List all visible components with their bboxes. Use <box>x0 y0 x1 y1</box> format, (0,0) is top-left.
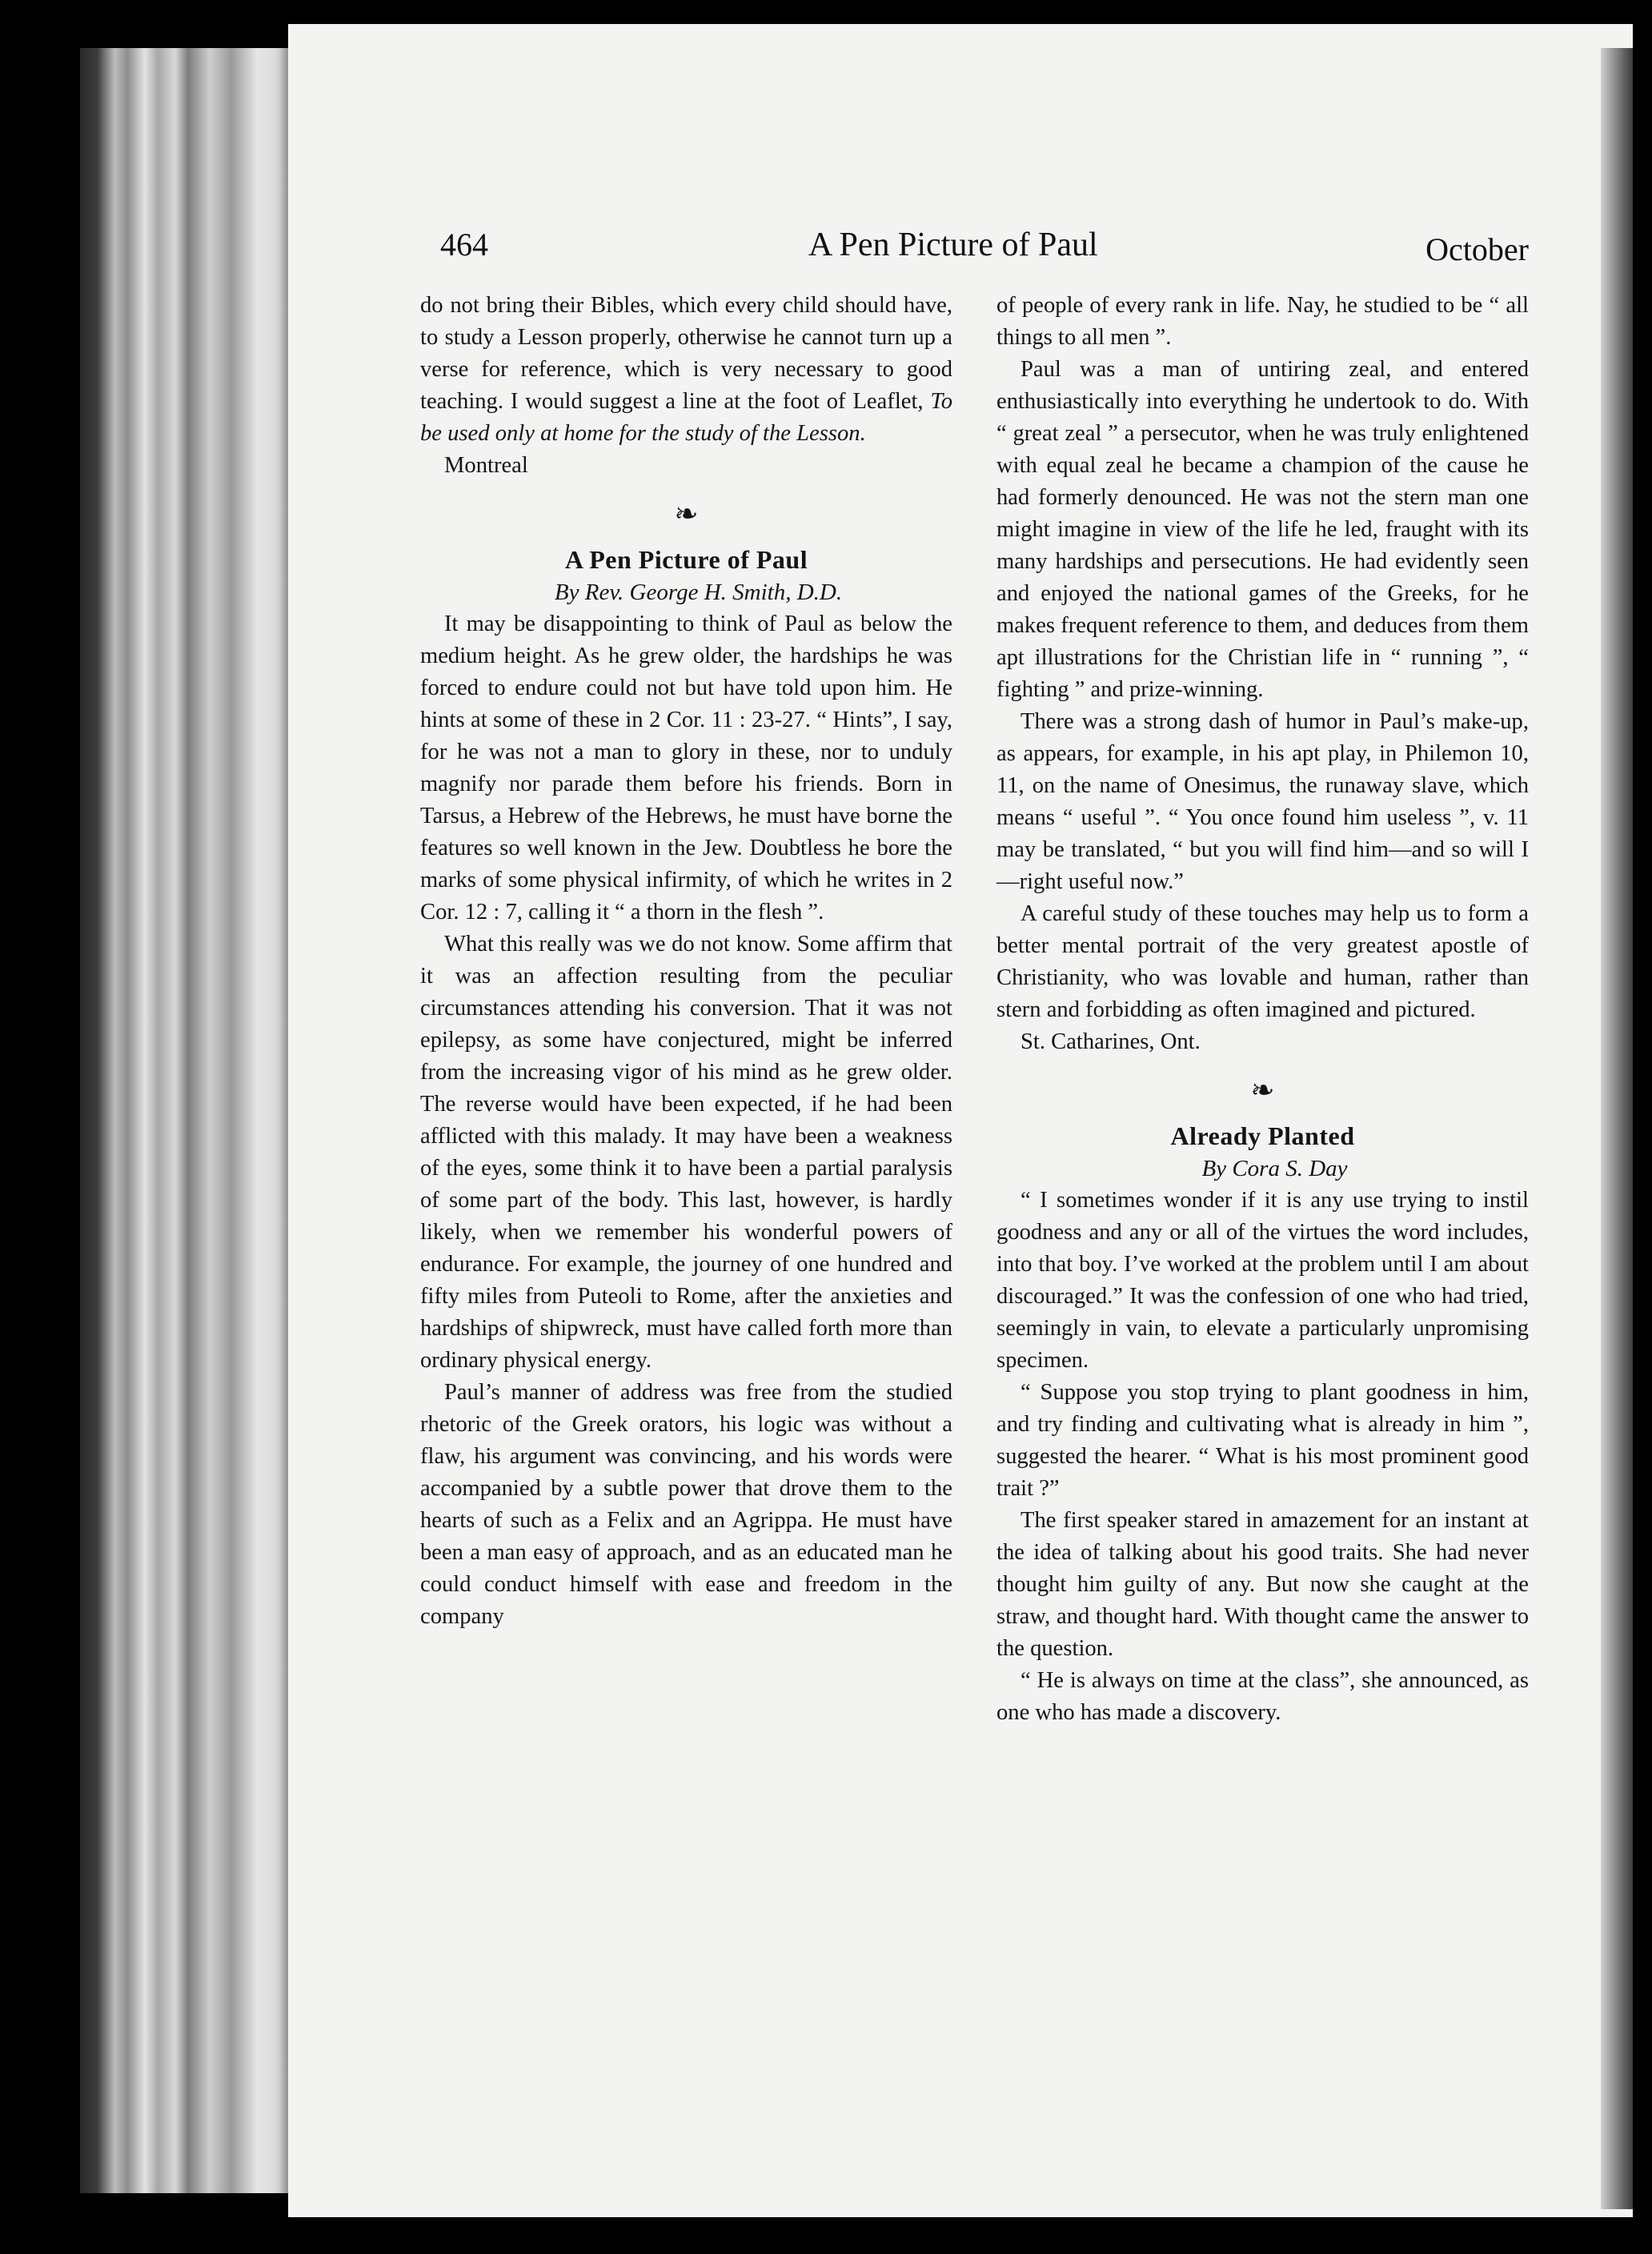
body-paragraph: “ I sometimes wonder if it is any use trying to instil goodness and any or all of the virtues the word includes, into that boy. I’ve worked at the problem until I am about discouraged.” It was the confession of one who had tried, seemingly in vain, to elevate a particularly unpromising specimen. <box>996 1188 1529 1373</box>
body-paragraph: There was a strong dash of humor in Paul’s make-up, as appears, for example, in his apt play, in Philemon 10, 11, on the name of Onesimus, the runaway slave, which means “ useful ”. “ You once found him useless ”, v. 11 may be translated, “ but you will find him—and so will I—right useful now.” <box>996 709 1529 894</box>
body-paragraph: It may be disappointing to think of Paul as below the medium height. As he grew older, the hardships he was forced to endure could not but have told upon him. He hints at some of these in 2 Cor. 11 : 23-27. “ Hints”, I say, for he was not a man to glory in these, nor to unduly magnify nor parade them before his friends. Born in Tarsus, a Hebrew of the Hebrews, he must have borne the features so well known in the Jew. Doubtless he bore the marks of some physical infirmity, of which he writes in 2 Cor. 12 : 7, calling it “ a thorn in the flesh ”. <box>420 612 952 924</box>
body-paragraph: Paul was a man of untiring zeal, and entered enthusiastically into everything he undertook to do. With “ great zeal ” a persecutor, when he was truly enlightened with equal zeal he became a champion of the cause he had formerly denounced. He was not the stern man one might imagine in view of the life he led, fraught with its many hardships and persecutions. He had evidently seen and enjoyed the national games of the Greeks, for he makes frequent reference to them, and deduces from them apt illustrations for the Christian life in “ running ”, “ fighting ” and prize-winning. <box>996 357 1529 702</box>
ornament-leaf-icon: ❧ <box>1250 1074 1275 1106</box>
book-page-edges <box>80 48 296 2193</box>
article-byline: By Cora S. Day <box>1201 1156 1348 1181</box>
running-title: A Pen Picture of Paul <box>808 227 1098 263</box>
left-column <box>420 290 952 1633</box>
italic-note: To be used only at home for the study of the Lesson. <box>420 389 952 446</box>
body-paragraph: “ He is always on time at the class”, she announced, as one who has made a discovery. <box>996 1668 1529 1725</box>
continuation-paragraph: do not bring their Bibles, which every child should have, to study a Lesson properly, otherwise he cannot turn up a verse for reference, which is very necessary to good teaching. I would suggest a line at the foot of Leaflet, To be used only at home for the study of the Lesson. <box>420 293 952 446</box>
article-byline: By Rev. George H. Smith, D.D. <box>554 580 843 605</box>
body-paragraph: “ Suppose you stop trying to plant goodness in him, and try finding and cultivating what is already in him ”, suggested the hearer. “ What is his most prominent good trait ?” <box>996 1380 1529 1501</box>
page-right-edge <box>1601 48 1633 2209</box>
article-title: A Pen Picture of Paul <box>564 545 808 574</box>
body-paragraph: What this really was we do not know. Some affirm that it was an affection resulting from the peculiar circumstances attending his conversion. That it was not epilepsy, as some have conjectured, might be inferred from the increasing vigor of his mind as he grew older. The reverse would have been expected, if he had been afflicted with this malady. It may have been a weakness of the eyes, some think it to have been a partial paralysis of some part of the body. This last, however, is hardly likely, when we remember his wonderful powers of endurance. For example, the journey of one hundred and fifty miles from Puteoli to Rome, after the anxieties and hardships of shipwreck, must have called forth more than ordinary physical energy. <box>420 932 952 1373</box>
ornament-leaf-icon: ❧ <box>674 498 699 530</box>
page-number: 464 <box>440 227 488 263</box>
place-signature: St. Catharines, Ont. <box>1020 1029 1201 1054</box>
place-signature: Montreal <box>444 453 528 478</box>
body-paragraph: A careful study of these touches may help us to form a better mental portrait of the very greatest apostle of Christianity, who was lovable and human, rather than stern and forbidding as often imagined and pictured. <box>996 901 1529 1022</box>
body-paragraph: Paul’s manner of address was free from the studied rhetoric of the Greek orators, his logic was without a flaw, his argument was convincing, and his words were accompanied by a subtle power that drove them to the hearts of such as a Felix and an Agrippa. He must have been a man easy of approach, and as an educated man he could conduct himself with ease and freedom in the company <box>420 1380 952 1629</box>
right-column <box>996 290 1529 1729</box>
body-paragraph: The first speaker stared in amazement for an instant at the idea of talking about his good traits. She had never thought him guilty of any. But now she caught at the straw, and thought hard. With thought came the answer to the question. <box>996 1508 1529 1661</box>
article-title: Already Planted <box>1170 1121 1355 1150</box>
running-month: October <box>1425 231 1529 267</box>
running-head <box>440 226 1529 290</box>
continuation-paragraph: of people of every rank in life. Nay, he studied to be “ all things to all men ”. <box>996 293 1529 350</box>
